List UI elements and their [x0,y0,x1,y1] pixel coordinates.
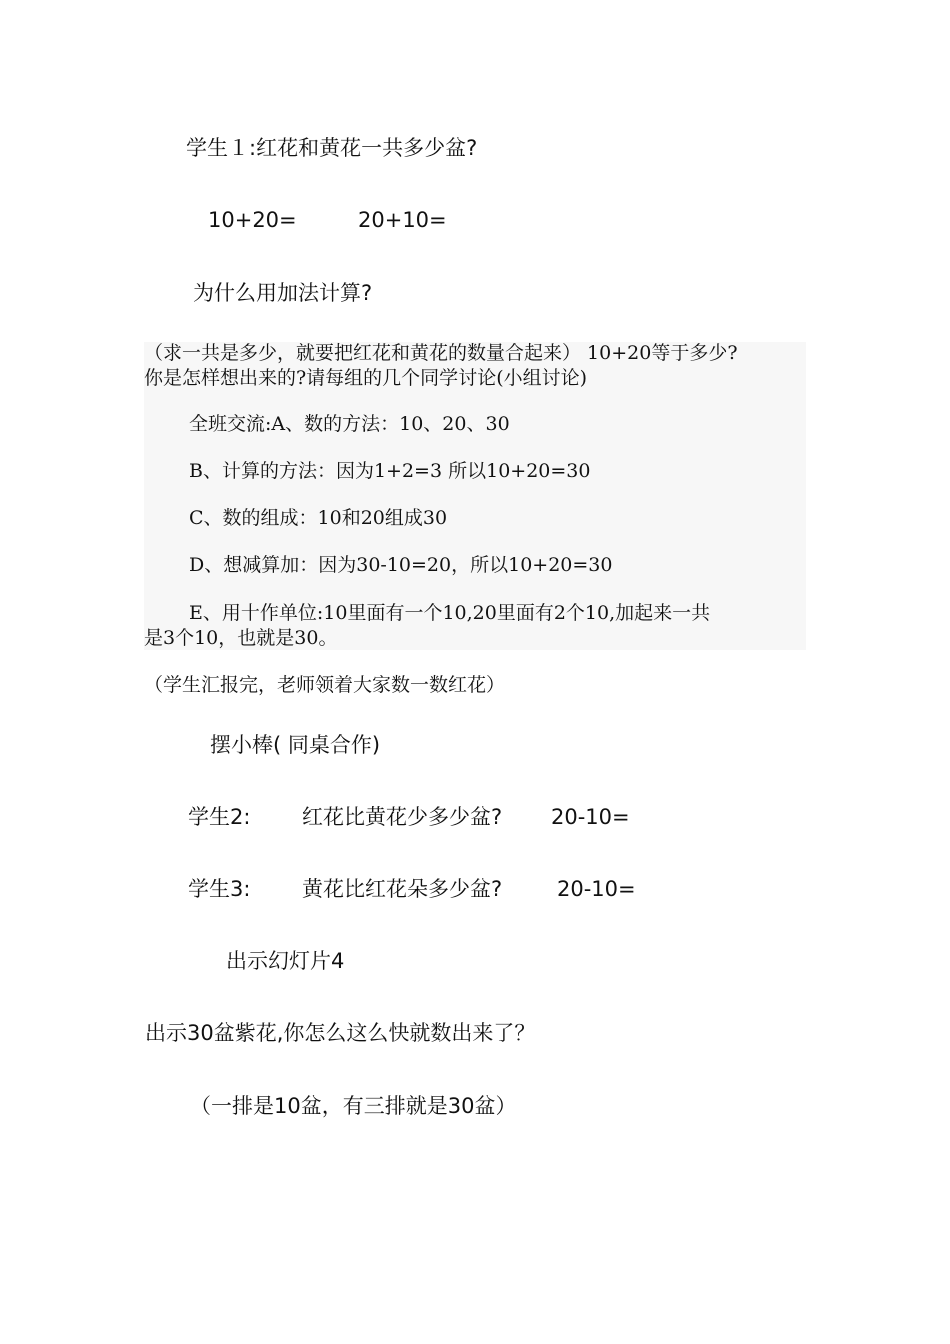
rows-answer-line: （一排是10盆，有三排就是30盆） [190,1094,517,1118]
equation-10-plus-20: 10+20= [208,208,297,232]
why-addition-line: 为什么用加法计算? [193,281,373,305]
method-c-line: C、数的组成：10和20组成30 [189,507,448,529]
method-d-line: D、想减算加：因为30-10=20，所以10+20=30 [189,554,613,576]
sticks-line: 摆小棒( 同桌合作) [210,733,381,757]
method-b-line: B、计算的方法：因为1+2=3 所以10+20=30 [189,460,591,482]
discussion-paragraph-line-1: （求一共是多少，就要把红花和黄花的数量合起来） 10+20等于多少? [144,342,738,364]
student-2-label: 学生2: [188,805,251,829]
report-line: （学生汇报完，老师领着大家数一数红花） [144,674,506,696]
student-3-label: 学生3: [188,877,251,901]
student-3-question: 黄花比红花朵多少盆? [302,877,503,901]
method-e-line-1: E、用十作单位:10里面有一个10,20里面有2个10,加起来一共 [189,602,711,624]
method-e-line-2: 是3个10，也就是30。 [144,627,338,649]
slide-line: 出示幻灯片4 [226,949,345,973]
student-2-equation: 20-10= [551,805,630,829]
method-a-line: 全班交流:A、数的方法：10、20、30 [189,413,510,435]
student-3-equation: 20-10= [557,877,636,901]
discussion-paragraph-line-2: 你是怎样想出来的?请每组的几个同学讨论(小组讨论) [144,367,588,389]
purple-flowers-question: 出示30盆紫花,你怎么这么快就数出来了？ [145,1021,536,1045]
equation-20-plus-10: 20+10= [358,208,447,232]
student-2-question: 红花比黄花少多少盆? [302,805,503,829]
question-total-line: 学生１:红花和黄花一共多少盆? [186,136,478,160]
